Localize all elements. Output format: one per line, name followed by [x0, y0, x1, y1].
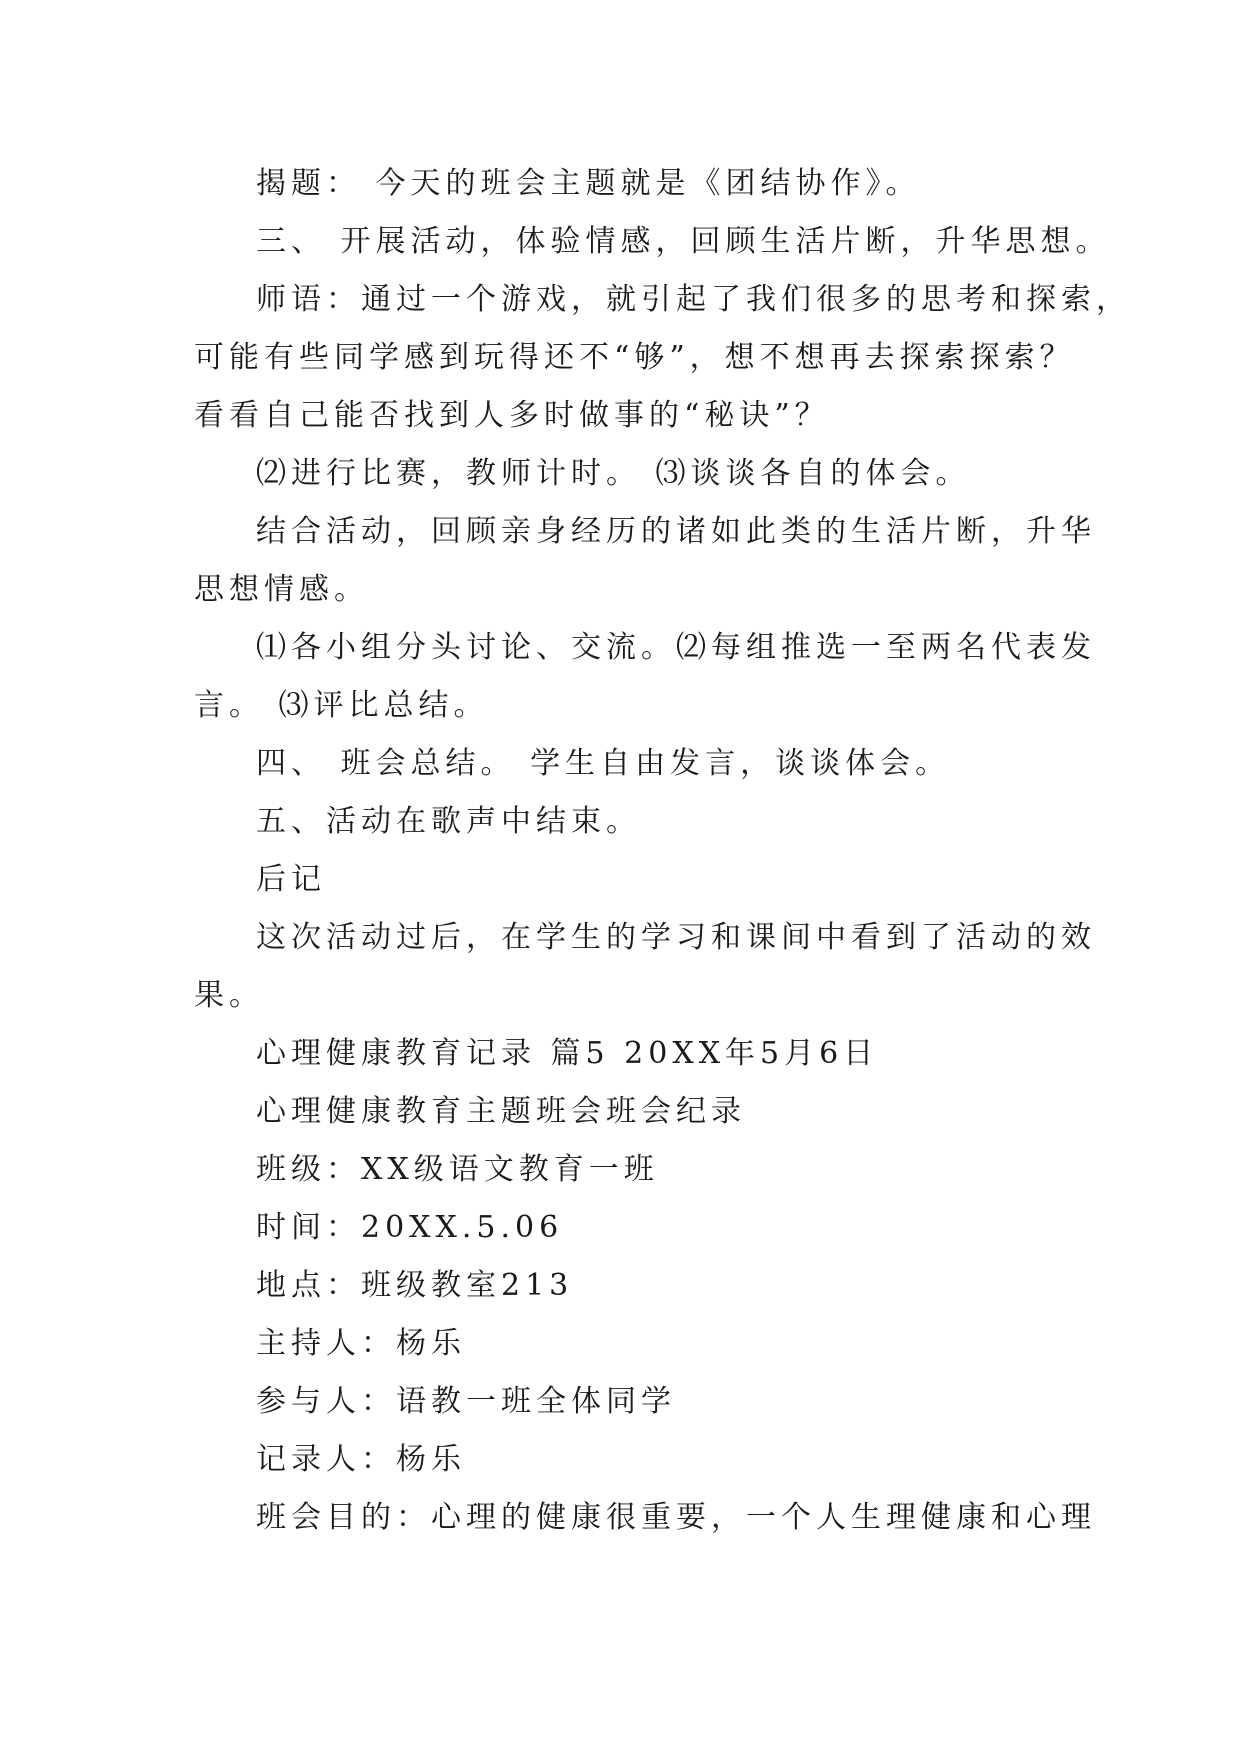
- record-host: 主持人：杨乐: [256, 1326, 466, 1361]
- record-time: 时间：20XX.5.06: [256, 1210, 564, 1245]
- record-recorder: 记录人：杨乐: [256, 1442, 466, 1477]
- paragraph-combine-line-1: 结合活动，回顾亲身经历的诸如此类的生活片断，升华: [256, 514, 1096, 549]
- paragraph-section-four: 四、 班会总结。 学生自由发言，谈谈体会。: [256, 746, 951, 781]
- paragraph-postscript-line-1: 这次活动过后，在学生的学习和课间中看到了活动的效: [256, 920, 1096, 955]
- paragraph-teacher-line-1: 师语：通过一个游戏，就引起了我们很多的思考和探索，: [256, 282, 1131, 317]
- record-purpose: 班会目的：心理的健康很重要，一个人生理健康和心理: [256, 1500, 1096, 1535]
- paragraph-topic: 揭题： 今天的班会主题就是《团结协作》。: [256, 166, 921, 201]
- paragraph-teacher-line-2: 可能有些同学感到玩得还不“够”，想不想再去探索探索？: [194, 340, 1075, 375]
- record-heading: 心理健康教育记录 篇5 20XX年5月6日: [256, 1036, 879, 1071]
- paragraph-section-five: 五、活动在歌声中结束。: [256, 804, 641, 839]
- record-location: 地点：班级教室213: [256, 1268, 574, 1303]
- paragraph-teacher-line-3: 看看自己能否找到人多时做事的“秘诀”？: [194, 398, 830, 433]
- record-class: 班级：XX级语文教育一班: [256, 1152, 659, 1187]
- paragraph-groups-line-2: 言。 ⑶评比总结。: [194, 688, 489, 723]
- paragraph-steps-2-3: ⑵进行比赛，教师计时。 ⑶谈谈各自的体会。: [256, 456, 971, 491]
- heading-postscript: 后记: [256, 862, 326, 897]
- paragraph-groups-line-1: ⑴各小组分头讨论、交流。⑵每组推选一至两名代表发: [256, 630, 1096, 665]
- record-participants: 参与人：语教一班全体同学: [256, 1384, 676, 1419]
- record-title: 心理健康教育主题班会班会纪录: [256, 1094, 746, 1129]
- paragraph-combine-line-2: 思想情感。: [194, 572, 369, 607]
- paragraph-section-three: 三、 开展活动，体验情感，回顾生活片断，升华思想。: [256, 224, 1111, 259]
- paragraph-postscript-line-2: 果。: [194, 978, 264, 1013]
